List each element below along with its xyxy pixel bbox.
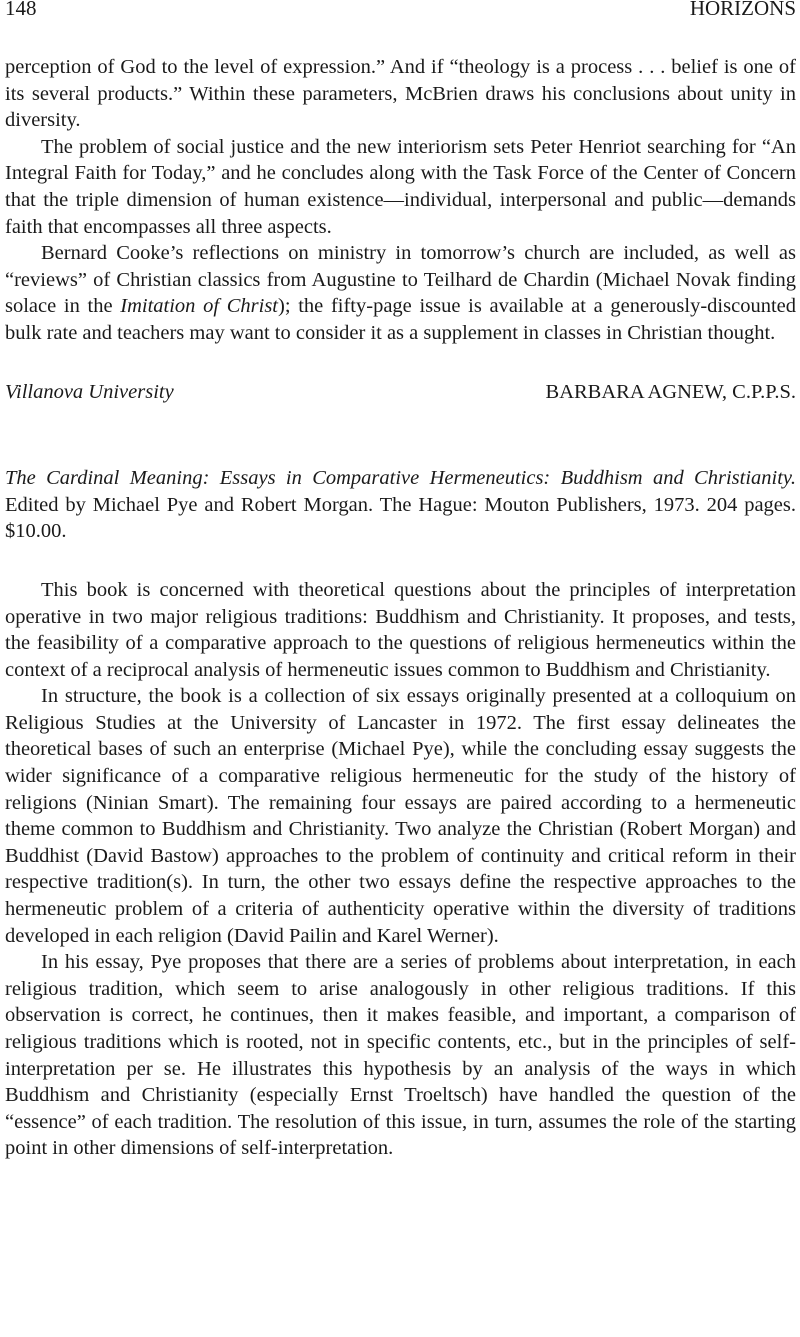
italic-title: Imitation of Christ xyxy=(120,295,279,318)
book-details: Edited by Michael Pye and Robert Morgan. The Hague: Mouton Publishers, 1973. 204 pages. $10.00. xyxy=(5,493,796,543)
body-paragraph: This book is concerned with theoretical questions about the principles of interpretation operative in two major religious traditions: Buddhism and Christianity. It proposes, and tests, the feasibility of a comparative approach to the questions of religious hermeneutics within the context of a reciprocal analysis of hermeneutic issues common to Buddhism and Christianity. xyxy=(5,578,796,681)
body-paragraph: perception of God to the level of expression.” And if “theology is a process . . . belief is one of its several products.” Within these parameters, McBrien draws his conclusions about unity in diversity. xyxy=(5,56,796,132)
review-signoff xyxy=(5,379,796,406)
review-body xyxy=(5,577,796,1162)
running-head xyxy=(5,0,796,22)
journal-title: HORIZONS xyxy=(689,0,796,20)
affiliation: Villanova University xyxy=(5,380,174,403)
page-number: 148 xyxy=(5,0,37,20)
previous-review-section xyxy=(5,54,796,347)
body-paragraph: In structure, the book is a collection of six essays originally presented at a colloquium on Religious Studies at the University of Lancaster in 1972. The first essay delineates the theoretical bases of such an enterprise (Michael Pye), while the concluding essay suggests the wider significance of a comparative religious hermeneutic for the study of the history of religions (Ninian Smart). The remaining four essays are paired according to a hermeneutic theme common to Buddhism and Christianity. Two analyze the Christian (Robert Morgan) and Buddhist (David Bastow) approaches to the problem of continuity and critical reform in their respective tradition(s). In turn, the other two essays define the respective approaches to the hermeneutic problem of a criteria of authenticity operative within the diversity of traditions developed in each religion (David Pailin and Karel Werner). xyxy=(5,685,796,947)
body-paragraph: In his essay, Pye proposes that there are a series of problems about interpretation, in each religious tradition, which seem to arise analogously in other religious traditions. If this observation is correct, he continues, then it makes feasible, and important, a comparison of religious traditions which is rooted, not in specific contents, etc., but in the principles of self-interpretation per se. He illustrates this hypothesis by an analysis of the ways in which Buddhism and Christianity (especially Ernst Troeltsch) have handled the question of the “essence” of each tradition. The resolution of this issue, in turn, assumes the role of the starting point in other dimensions of self-interpretation. xyxy=(5,951,796,1160)
text-run: Bernard Cooke’s reflections on ministry in tomorrow’s church are included, as well as “reviews” of Christian classics from Augustine to Teilhard de Chardin (Michael Novak finding solace in the xyxy=(5,242,796,318)
reviewer-name: BARBARA AGNEW, C.P.P.S. xyxy=(545,380,796,403)
body-paragraph: The problem of social justice and the new interiorism sets Peter Henriot searching for “An Integral Faith for Today,” and he concludes along with the Task Force of the Center of Concern that the triple dimension of human existence—individual, interpersonal and public—demands faith that encompasses all three aspects. xyxy=(5,135,796,238)
book-title: The Cardinal Meaning: Essays in Comparative Hermeneutics: Buddhism and Christianity. xyxy=(5,467,796,490)
body-paragraph xyxy=(5,240,796,346)
text-run: ); the fifty-page issue is available at a generously-discounted bulk rate and teachers may want to consider it as a supplement in classes in Christian thought. xyxy=(5,295,796,344)
page xyxy=(5,0,796,1162)
book-citation xyxy=(5,465,796,545)
